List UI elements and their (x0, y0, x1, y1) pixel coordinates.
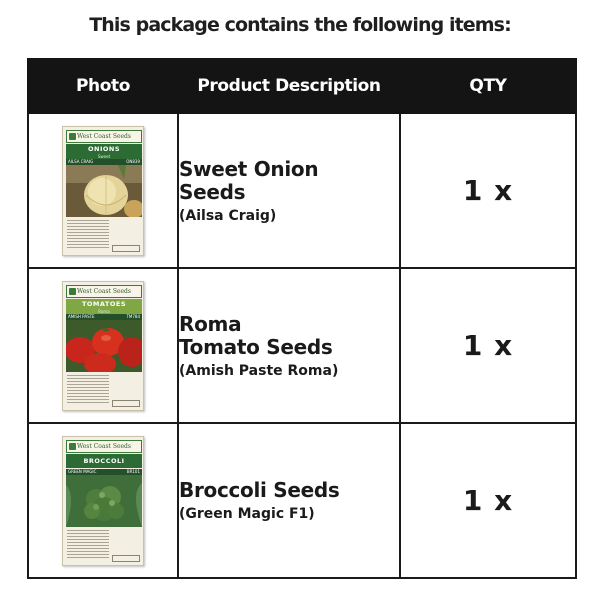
quantity: 1 x (462, 484, 514, 517)
product-name: Broccoli Seeds (179, 478, 340, 502)
packet-footer-label (112, 245, 140, 252)
packet-description-text (67, 530, 109, 560)
leaf-logo-icon (69, 288, 76, 295)
packet-footer-label (112, 555, 140, 562)
broccoli-photo (66, 475, 142, 527)
items-table (27, 58, 577, 579)
table-row (28, 423, 576, 578)
table-row (28, 268, 576, 423)
packet-brand: West Coast Seeds (66, 130, 142, 143)
product-name: Roma Tomato Seeds (179, 311, 333, 359)
description-cell (178, 423, 400, 578)
qty-cell (400, 113, 576, 268)
leaf-logo-icon (69, 443, 76, 450)
broccoli-seed-packet (62, 436, 144, 566)
packet-crop-label: BROCCOLI (66, 454, 142, 468)
product-variety: (Green Magic F1) (179, 506, 315, 522)
product-variety: (Amish Paste Roma) (179, 362, 339, 379)
photo-cell (28, 113, 178, 268)
qty-cell (400, 423, 576, 578)
onion-seed-packet (62, 126, 144, 256)
packet-description-text (67, 375, 109, 405)
packet-footer-label (112, 400, 140, 407)
tomato-seed-packet (62, 281, 144, 411)
description-cell (178, 113, 400, 268)
photo-cell (28, 268, 178, 423)
packet-variety-strip: GREEN MAGIC BR101 (68, 468, 140, 474)
description-cell (178, 268, 400, 423)
quantity: 1 x (462, 329, 514, 362)
description-column-header: Product Description (178, 59, 400, 113)
onion-photo (66, 165, 142, 217)
packet-brand: West Coast Seeds (66, 285, 142, 298)
packet-subtitle: Roma (66, 309, 142, 314)
product-variety: (Ailsa Craig) (179, 207, 277, 224)
packet-subtitle: Sweet (66, 154, 142, 159)
photo-cell (28, 423, 178, 578)
packet-variety-strip: AILSA CRAIG ON839 (68, 158, 140, 164)
qty-cell (400, 268, 576, 423)
packet-description-text (67, 220, 109, 250)
table-row (28, 113, 576, 268)
packet-crop-label: TOMATOES (66, 299, 142, 309)
page-title: This package contains the following items: (89, 14, 511, 36)
table-header-row (28, 59, 576, 113)
packet-variety-strip: AMISH PASTE TM784 (68, 313, 140, 319)
photo-column-header: Photo (28, 59, 178, 113)
qty-column-header: QTY (400, 59, 576, 113)
packet-brand: West Coast Seeds (66, 440, 142, 453)
quantity: 1 x (462, 174, 514, 207)
product-name: Sweet Onion Seeds (179, 156, 319, 204)
leaf-logo-icon (69, 133, 76, 140)
tomato-photo (66, 320, 142, 372)
packet-crop-label: ONIONS (66, 144, 142, 154)
